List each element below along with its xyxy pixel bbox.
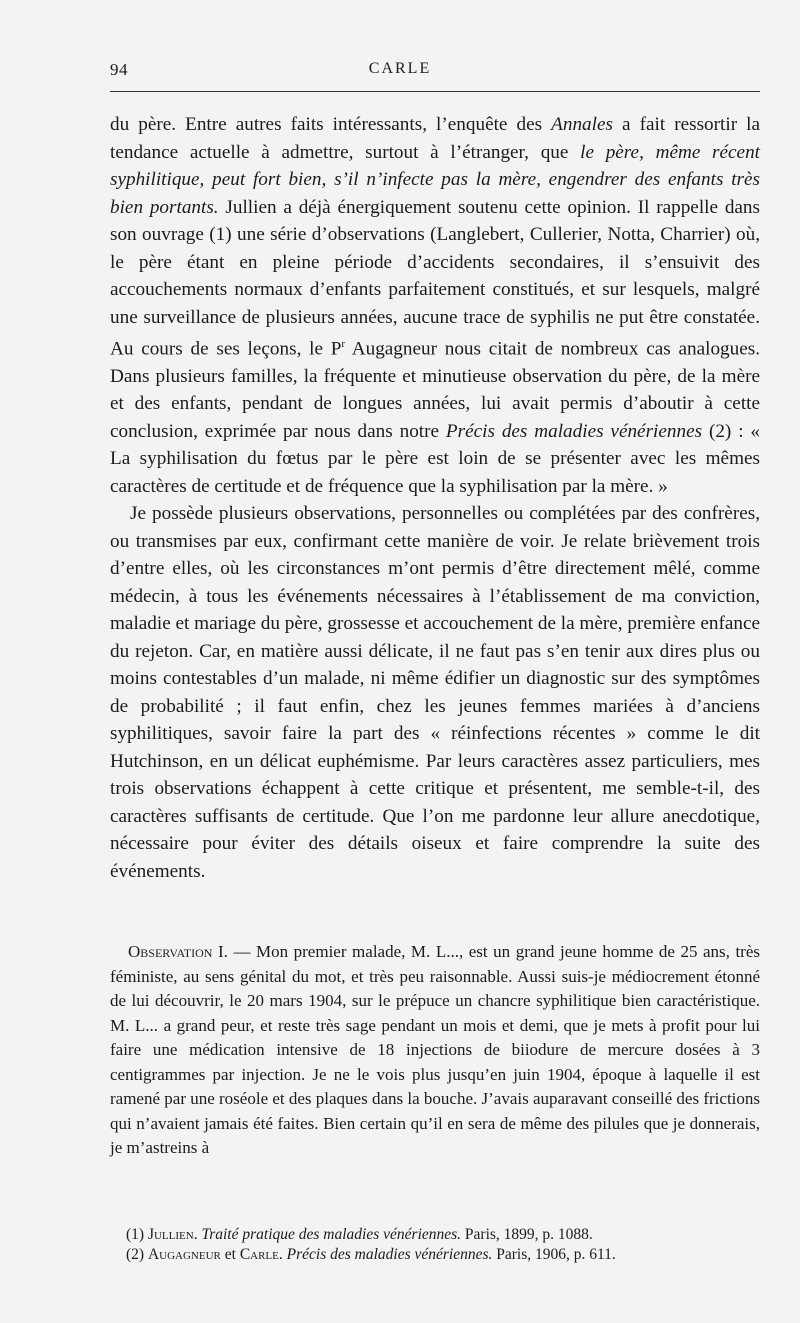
observation-text: — Mon premier malade, M. L..., est un grand jeune homme de 25 ans, très féministe, au sens génital du mot, et très peu raisonnable. Aussi suis-je médiocrement étonné de lui découvrir, le 20 mars 1904, sur le prépuce un chancre syphilitique bien caractéristique. M. L... a grand peur, et reste très sage pendant un mois et demi, que je mets à profit pour lui faire une médication intensive de 18 injections de biiodure de mercure dosées à 3 centigrammes par injection. Je ne le vois plus jusqu’en juin 1904, époque à laquelle il est ramené par une roséole et des plaques dans la bouche. J’avais auparavant conseillé des frictions qui n’avaient jamais été faites. Bien certain qu’il en sera de même des pilules que je donnerais, je m’astreins à [110,942,761,1157]
footnote-1 [126,1225,760,1245]
p1-italic-precis: Précis des maladies vénériennes [445,420,703,442]
p1-italic-annales: Annales [551,114,613,135]
p1-text-h: (2) : « La syphilisation du fœtus par le père est loin de se présenter avec les mêmes caractères de certitude et de fréquence que la syphilisation par la mère. » [110,420,760,497]
p1-text-c: a fait ressortir la tendance actuelle à admettre, surtout à l’étranger, que [110,114,760,163]
p1-text-e: Jullien a déjà énergiquement soutenu cette opinion. Il rappelle dans son ouvrage (1) une série d’observations (Langlebert, Cullerier, Notta, Charrier) où, le père étant en pleine période d’accidents secondaires, il s’ensuivit des accouchements normaux d’enfants parfaitement constitués, et sur lesquels, malgré une surveillance de plusieurs années, aucune trace de syphilis ne put être constatée. Au cours de ses leçons, le P [110,196,760,360]
footnote-2-author: Augagneur [147,1246,221,1263]
paragraph-2: Je possède plusieurs observations, personnelles ou complétées par des confrères, ou transmises par eux, confirmant cette manière de voir. Je relate brièvement trois d’entre elles, où les circonstances m’ont permis d’être directement mêlé, comme médecin, à tous les événements nécessaires à l’établissement de ma conviction, maladie et mariage du père, grossesse et accouchement de la mère, première enfance du rejeton. Car, en matière aussi délicate, il ne faut pas s’en tenir aux dires plus ou moins contestables d’un malade, ni même édifier un diagnostic sur des symptômes de probabilité ; il faut enfin, chez les jeunes femmes mariées à d’anciens syphilitiques, savoir faire la part des « réinfections récentes » comme le dit Hutchinson, en un délicat euphémisme. Par leurs caractères assez particuliers, mes trois observations échappent à cette critique et présentent, me semble-t-il, des caractères suffisants de certitude. Que l’on me pardonne leur allure anecdotique, nécessaire pour éviter des détails oiseux et faire comprendre la suite des événements. [110,503,760,882]
footnote-1-number: (1) [126,1226,145,1243]
footnote-1-rest: Paris, 1899, p. 1088. [461,1226,593,1243]
footnotes [126,1225,760,1265]
footnote-2-mid: et [220,1246,240,1263]
page-number: 94 [110,60,128,79]
footnote-1-author: Jullien. [147,1226,198,1243]
paragraph-1 [110,111,760,500]
main-text [110,111,760,885]
footnote-1-title: Traité pratique des maladies vénériennes. [201,1226,462,1243]
observation-label: Observation I. [128,942,228,961]
observation-block [110,940,760,1161]
footnote-2-title: Précis des maladies vénériennes. [286,1246,493,1263]
footnote-2 [126,1245,760,1265]
header-rule [110,91,760,92]
running-head: CARLE [368,60,432,77]
p1-text-a: du père. Entre autres faits intéressants, l’enquête des [110,114,552,135]
footnote-2-number: (2) [126,1246,145,1263]
p1-superscript: r [341,338,346,350]
p1-text-f: Augagneur nous citait de nombreux cas analogues. Dans plusieurs familles, la fréquente et minutieuse observation du père, de la mère et des enfants, pendant de longues années, lui avait permis d’aboutir à cette conclusion, exprimée par nous dans notre [110,338,760,442]
p1-italic-quote: le père, même récent syphilitique, peut fort bien, s’il n’infecte pas la mère, engendrer des enfants très bien portants. [110,141,760,218]
observation-paragraph [110,940,760,1161]
footnote-2-author2: Carle. [239,1246,283,1263]
footnote-2-rest: Paris, 1906, p. 611. [492,1246,616,1263]
